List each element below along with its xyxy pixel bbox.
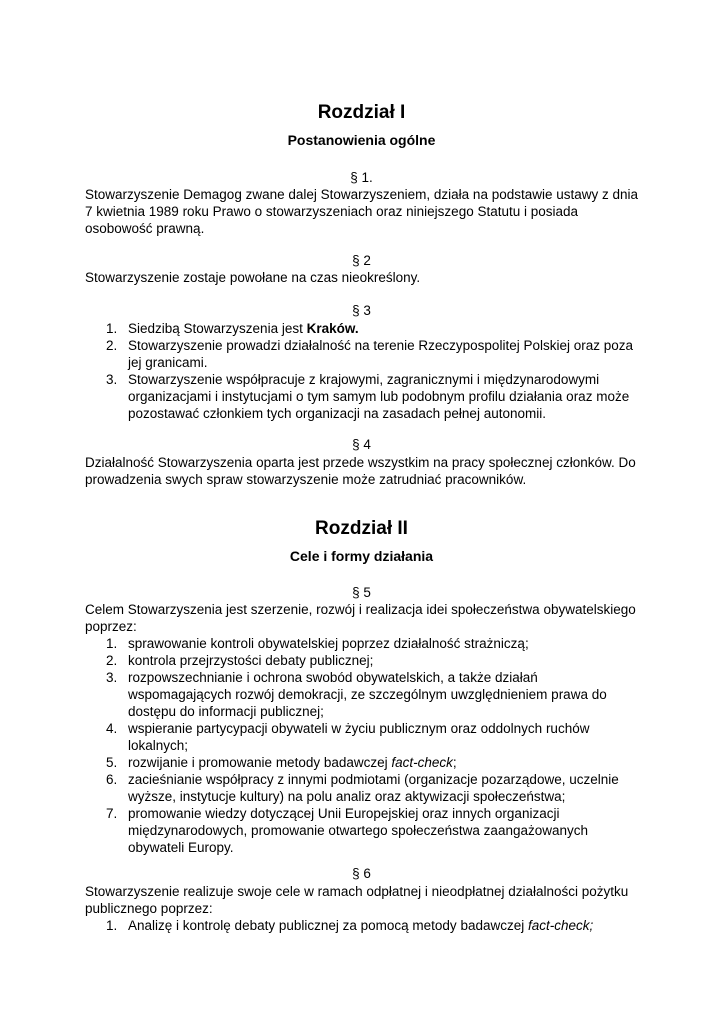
list-item-number: 1. (106, 321, 118, 336)
list-item (85, 371, 640, 422)
section-6-mark: § 6 (352, 866, 371, 881)
section-3-mark: § 3 (352, 303, 371, 318)
list-item-italic: fact-check (391, 755, 453, 770)
list-item-text: Siedzibą Stowarzyszenia jest (128, 321, 307, 336)
list-item-text: sprawowanie kontroli obywatelskiej poprzez działalność strażniczą; (128, 636, 529, 651)
section-6-intro: Stowarzyszenie realizuje swoje cele w ramach odpłatnej i nieodpłatnej działalności pożytku publicznego poprzez: (85, 884, 629, 916)
list-item (85, 337, 640, 371)
list-item (85, 669, 640, 720)
list-item (85, 917, 640, 934)
section-1-text: Stowarzyszenie Demagog zwane dalej Stowarzyszeniem, działa na podstawie ustawy z dnia 7 kwietnia 1989 roku Prawo o stowarzyszeniach oraz niniejszego Statutu i posiada osobowość prawną. (85, 187, 639, 236)
section-2-mark: § 2 (352, 253, 371, 268)
section-2-text: Stowarzyszenie zostaje powołane na czas nieokreślony. (85, 270, 421, 285)
list-item-text: Analizę i kontrolę debaty publicznej za pomocą metody badawczej (128, 918, 528, 933)
list-item-text: rozwijanie i promowanie metody badawczej (128, 755, 392, 770)
list-item-number: 7. (106, 806, 118, 821)
list-item-text: wspieranie partycypacji obywateli w życiu publicznym oraz oddolnych ruchów lokalnych; (128, 721, 590, 753)
chapter-2-subtitle: Cele i formy działania (289, 548, 434, 564)
list-item-bold: Kraków. (306, 321, 359, 336)
list-item-number: 3. (106, 670, 118, 685)
list-item (85, 320, 640, 337)
list-item-text: kontrola przejrzystości debaty publicznej; (128, 653, 374, 668)
chapter-1-subtitle: Postanowienia ogólne (287, 132, 436, 148)
section-6-list (85, 917, 640, 934)
section-5-mark: § 5 (352, 585, 371, 600)
list-item (85, 720, 640, 754)
list-item-text: Stowarzyszenie prowadzi działalność na terenie Rzeczypospolitej Polskiej oraz poza jej granicami. (128, 338, 634, 370)
list-item-number: 5. (106, 755, 118, 770)
list-item-text: rozpowszechnianie i ochrona swobód obywatelskich, a także działań wspomagających rozwój demokracji, ze szczególnym uwzględnieniem prawa do dostępu do informacji publicznej; (128, 670, 607, 719)
chapter-1-title: Rozdział I (317, 102, 406, 123)
list-item-number: 6. (106, 772, 118, 787)
list-item (85, 771, 640, 805)
list-item-number: 2. (106, 338, 118, 353)
section-1-mark: § 1. (350, 170, 373, 185)
list-item-text: zacieśnianie współpracy z innymi podmiotami (organizacje pozarządowe, uczelnie wyższe, instytucje kultury) na polu analiz oraz aktywizacji społeczeństwa; (128, 772, 619, 804)
section-4-mark: § 4 (352, 437, 371, 452)
list-item (85, 635, 640, 652)
list-item (85, 754, 640, 771)
chapter-2-title: Rozdział II (315, 518, 408, 539)
list-item-number: 2. (106, 653, 118, 668)
list-item (85, 652, 640, 669)
section-5-intro: Celem Stowarzyszenia jest szerzenie, rozwój i realizacja idei społeczeństwa obywatelskiego poprzez: (85, 602, 636, 634)
list-item-text: promowanie wiedzy dotyczącej Unii Europejskiej oraz innych organizacji międzynarodowych, promowanie otwartego społeczeństwa zaangażowanych obywateli Europy. (128, 806, 589, 855)
list-item-suffix: ; (452, 755, 457, 770)
list-item-number: 3. (106, 372, 118, 387)
list-item-text: Stowarzyszenie współpracuje z krajowymi, zagranicznymi i międzynarodowymi organizacjami i instytucjami o tym samym lub podobnym profilu działania oraz może pozostawać członkiem tych organizacji na zasadach pełnej autonomii. (128, 372, 630, 421)
section-5-list (85, 635, 640, 856)
section-4-text: Działalność Stowarzyszenia oparta jest przede wszystkim na pracy społecznej członków. Do prowadzenia swych spraw stowarzyszenie może zatrudniać pracowników. (85, 455, 636, 487)
list-item-italic: fact-check; (527, 918, 594, 933)
list-item (85, 805, 640, 856)
list-item-number: 1. (106, 636, 118, 651)
list-item-number: 1. (106, 918, 118, 933)
list-item-number: 4. (106, 721, 118, 736)
section-3-list (85, 320, 640, 422)
